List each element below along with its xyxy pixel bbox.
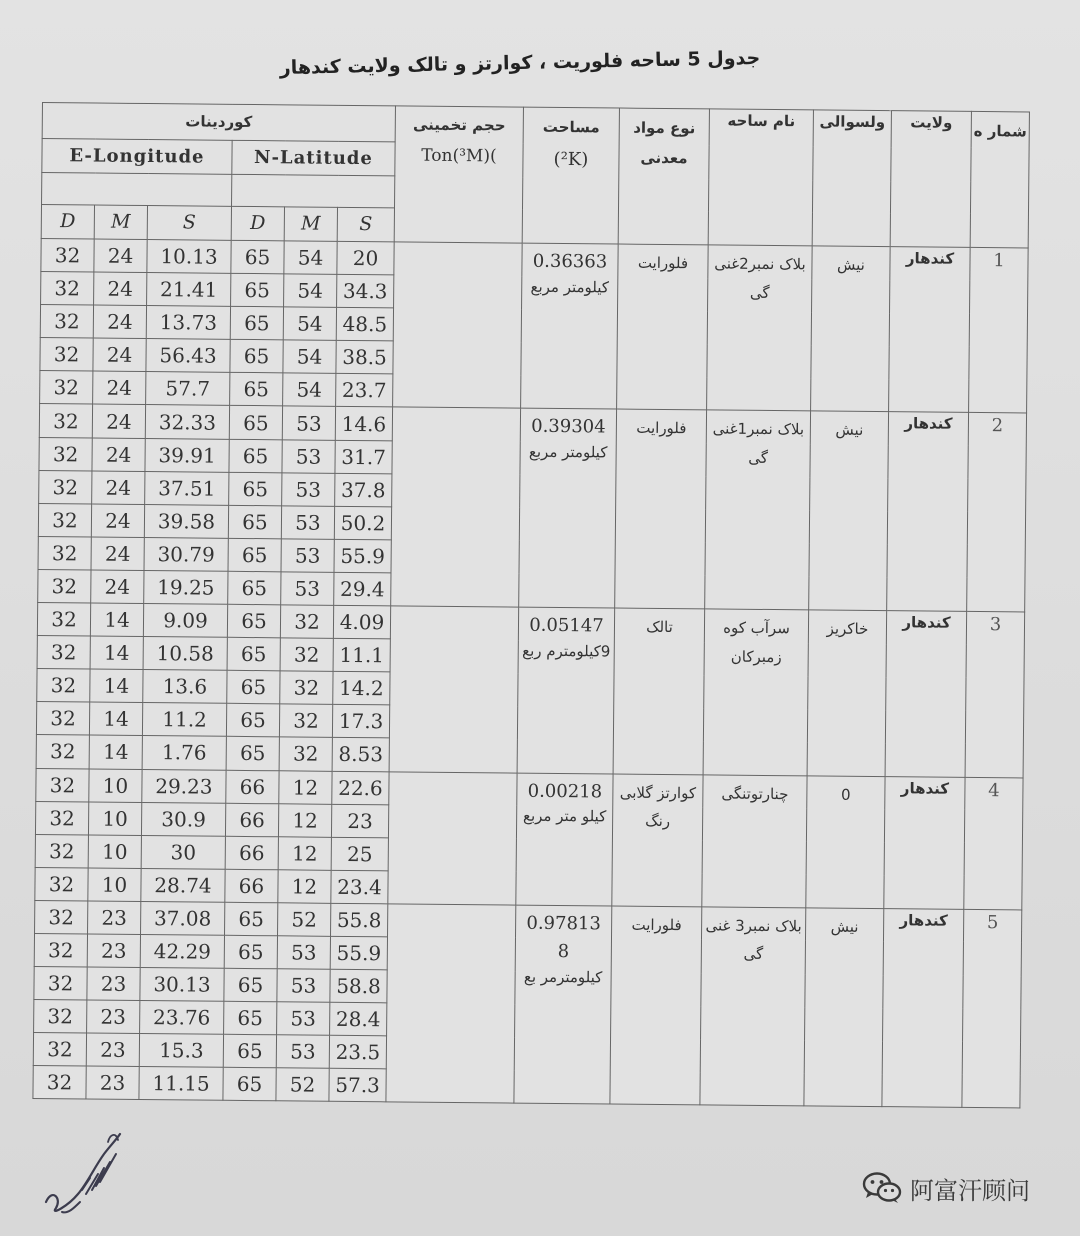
lon-minutes-cell: 10: [88, 802, 141, 836]
lat-degrees-cell: 66: [225, 836, 278, 870]
lat-seconds-cell: 17.3: [332, 705, 389, 739]
volume-cell: [389, 606, 519, 773]
lon-degrees-cell: 32: [34, 933, 87, 967]
area-header-label: مساحت: [542, 117, 600, 137]
document-title: جدول 5 ساحه فلوریت ، کوارتز و تالک ولایت کندهار: [279, 46, 761, 80]
lat-degrees-cell: 65: [224, 935, 277, 969]
lon-minutes-cell: 23: [88, 901, 141, 935]
lon-minutes-cell: 14: [89, 735, 142, 769]
district-cell: نیش: [811, 246, 891, 412]
mineral-cell: فلورایت: [615, 409, 707, 608]
lat-seconds-cell: 58.8: [330, 969, 387, 1003]
signature-image: [38, 1128, 130, 1220]
area-cell: [517, 607, 615, 773]
lat-minutes-cell: 53: [277, 1002, 330, 1036]
lon-minutes-cell: 10: [88, 868, 141, 902]
lon-minutes-cell: 10: [89, 768, 142, 802]
area-unit-text: کیلومترمر بع: [523, 967, 603, 987]
lon-degrees-cell: 32: [36, 702, 89, 736]
lat-degrees-cell: 65: [227, 604, 280, 638]
site-name-cell: سرآب کوه زمبرکان: [703, 609, 809, 775]
lat-minutes-cell: 32: [279, 704, 332, 738]
mineral-type-header: نوع مواد معدنی: [618, 108, 709, 245]
lon-degrees-cell: 32: [37, 669, 90, 703]
district-cell: 0: [806, 775, 885, 908]
lon-seconds-cell: 23.76: [140, 1001, 224, 1035]
lon-seconds-cell: 37.08: [141, 901, 225, 935]
lat-degrees-cell: 65: [224, 968, 277, 1002]
lat-degrees-cell: 66: [226, 770, 279, 804]
lat-seconds-cell: 20: [337, 241, 394, 275]
lon-minutes-header: M: [94, 205, 147, 240]
lat-seconds-cell: 4.09: [333, 605, 390, 639]
mineral-cell: فلورایت: [617, 244, 709, 410]
site-name-cell: چنارتوتنگی: [702, 774, 807, 907]
area-value: 0.05147: [529, 614, 604, 637]
lat-seconds-cell: 25: [331, 837, 388, 871]
lat-minutes-cell: 53: [277, 936, 330, 970]
lat-minutes-cell: 32: [280, 671, 333, 705]
lon-seconds-cell: 13.73: [146, 306, 230, 340]
lon-seconds-header: S: [147, 206, 231, 241]
lat-seconds-cell: 14.2: [333, 672, 390, 706]
lon-degrees-cell: 32: [39, 470, 92, 504]
lat-seconds-cell: 31.7: [335, 440, 392, 474]
lon-degrees-cell: 32: [36, 768, 89, 802]
number-cell: 3: [965, 611, 1025, 777]
number-cell: 4: [964, 777, 1023, 910]
volume-cell: [393, 242, 523, 409]
area-value: 0.00218: [527, 780, 603, 802]
lon-minutes-cell: 24: [94, 239, 147, 273]
lon-seconds-cell: 29.23: [142, 769, 226, 803]
lon-degrees-cell: 32: [40, 371, 93, 405]
lat-degrees-cell: 65: [230, 340, 283, 374]
lat-seconds-cell: 57.3: [329, 1069, 386, 1103]
mineral-cell: فلورایت: [610, 906, 702, 1105]
lon-seconds-cell: 30.79: [144, 537, 228, 571]
lon-degrees-cell: 32: [41, 272, 94, 306]
lon-minutes-cell: 23: [86, 1066, 139, 1100]
lon-degrees-cell: 32: [35, 900, 88, 934]
lat-degrees-cell: 65: [228, 571, 281, 605]
lat-minutes-cell: 54: [283, 340, 336, 374]
lat-seconds-cell: 23.5: [329, 1036, 386, 1070]
lat-minutes-cell: 12: [279, 770, 332, 804]
lat-minutes-cell: 52: [278, 903, 331, 937]
lat-degrees-cell: 65: [228, 505, 281, 539]
lon-seconds-cell: 28.74: [141, 868, 225, 902]
wechat-icon: [862, 1171, 902, 1205]
lon-minutes-cell: 24: [91, 537, 144, 571]
site-name-header: نام ساحه: [708, 109, 813, 246]
lon-degrees-cell: 32: [33, 1066, 86, 1100]
lat-minutes-cell: 54: [284, 241, 337, 275]
sites-table: [32, 102, 1030, 1109]
lat-degrees-cell: 65: [227, 637, 280, 671]
lon-seconds-cell: 9.09: [143, 604, 227, 638]
latitude-spacer: [232, 174, 395, 208]
site-name-cell: بلاک نمبر2غنی گی: [707, 245, 813, 411]
watermark-text: 阿富汗顾问: [910, 1176, 1030, 1205]
lon-minutes-cell: 24: [93, 305, 146, 339]
province-cell: کندهار: [885, 611, 967, 777]
lat-minutes-cell: 12: [278, 836, 331, 870]
lon-degrees-cell: 32: [38, 503, 91, 537]
lat-degrees-cell: 65: [229, 406, 282, 440]
lat-seconds-cell: 22.6: [332, 771, 389, 805]
lon-degrees-cell: 32: [37, 603, 90, 637]
latitude-header: N-Latitude: [232, 140, 395, 176]
lat-degrees-cell: 65: [225, 902, 278, 936]
volume-header-label: حجم تخمینی: [412, 115, 506, 135]
mineral-cell: تالک: [613, 608, 705, 774]
lat-degrees-cell: 65: [223, 1035, 276, 1069]
volume-cell: [386, 904, 516, 1104]
lon-degrees-cell: 32: [34, 1000, 87, 1034]
lat-seconds-cell: 34.3: [337, 274, 394, 308]
province-cell: کندهار: [887, 412, 969, 611]
lon-seconds-cell: 10.58: [143, 637, 227, 671]
lat-degrees-cell: 65: [230, 373, 283, 407]
lat-seconds-cell: 11.1: [333, 638, 390, 672]
lat-minutes-cell: 12: [278, 870, 331, 904]
area-unit-text: کیلومتر مربع: [530, 277, 610, 297]
lat-seconds-cell: 14.6: [335, 407, 392, 441]
volume-header-unit: Ton(³M)(: [421, 145, 497, 166]
lat-degrees-cell: 65: [226, 704, 279, 738]
volume-cell: [391, 407, 521, 607]
province-cell: کندهار: [884, 776, 965, 909]
lat-seconds-cell: 23.4: [331, 870, 388, 904]
lon-degrees-cell: 32: [40, 338, 93, 372]
area-value-cont: 8: [557, 940, 570, 962]
lat-minutes-cell: 32: [280, 605, 333, 639]
lat-seconds-cell: 29.4: [334, 572, 391, 606]
lat-degrees-cell: 65: [227, 671, 280, 705]
lon-seconds-cell: 32.33: [145, 405, 229, 439]
lon-minutes-cell: 10: [88, 835, 141, 869]
lon-minutes-cell: 23: [87, 934, 140, 968]
lat-minutes-header: M: [284, 207, 337, 242]
lat-minutes-cell: 12: [278, 803, 331, 837]
area-value: 0.39304: [531, 416, 606, 438]
lat-seconds-cell: 48.5: [336, 308, 393, 342]
lon-seconds-cell: 30.9: [141, 802, 225, 836]
lat-minutes-cell: 52: [276, 1068, 329, 1102]
lon-seconds-cell: 15.3: [139, 1034, 223, 1068]
lat-degrees-cell: 65: [231, 273, 284, 307]
lon-seconds-cell: 1.76: [142, 736, 226, 770]
lat-seconds-cell: 37.8: [335, 473, 392, 507]
mineral-cell: کوارتز گلابی رنگ: [612, 774, 703, 907]
area-cell: [514, 905, 612, 1104]
province-cell: کندهار: [889, 247, 971, 413]
lon-degrees-cell: 32: [34, 967, 87, 1001]
lon-minutes-cell: 23: [87, 967, 140, 1001]
lon-seconds-cell: 30.13: [140, 968, 224, 1002]
lat-minutes-cell: 53: [282, 472, 335, 506]
lat-minutes-cell: 53: [277, 969, 330, 1003]
lat-degrees-cell: 66: [225, 869, 278, 903]
lat-minutes-cell: 53: [281, 506, 334, 540]
lon-seconds-cell: 21.41: [147, 273, 231, 307]
lat-degrees-cell: 66: [225, 803, 278, 837]
lon-degrees-cell: 32: [35, 834, 88, 868]
lon-seconds-cell: 56.43: [146, 339, 230, 373]
lat-degrees-cell: 65: [224, 1001, 277, 1035]
lat-minutes-cell: 53: [282, 439, 335, 473]
lon-minutes-cell: 24: [91, 504, 144, 538]
area-cell: [521, 243, 619, 409]
lon-seconds-cell: 37.51: [145, 471, 229, 505]
lon-minutes-cell: 23: [87, 1000, 140, 1034]
lon-minutes-cell: 24: [94, 272, 147, 306]
lon-minutes-cell: 14: [90, 669, 143, 703]
lat-minutes-cell: 32: [279, 737, 332, 771]
lon-degrees-cell: 32: [40, 305, 93, 339]
lon-minutes-cell: 14: [89, 702, 142, 736]
province-cell: کندهار: [882, 908, 964, 1107]
lon-seconds-cell: 19.25: [144, 570, 228, 604]
lon-minutes-cell: 24: [92, 438, 145, 472]
lon-degrees-cell: 32: [37, 636, 90, 670]
lat-seconds-header: S: [337, 207, 394, 242]
site-name-cell: بلاک نمبر1غنی گی: [705, 410, 811, 610]
lat-degrees-cell: 65: [230, 307, 283, 341]
number-cell: 1: [969, 247, 1029, 413]
lon-degrees-cell: 32: [35, 867, 88, 901]
lat-degrees-cell: 65: [229, 472, 282, 506]
lat-degrees-cell: 65: [228, 538, 281, 572]
lon-degrees-cell: 32: [38, 536, 91, 570]
lon-degrees-cell: 32: [36, 735, 89, 769]
area-header: [522, 107, 619, 244]
lat-seconds-cell: 23: [331, 804, 388, 838]
lat-minutes-cell: 54: [283, 373, 336, 407]
area-unit-text: کیلومتر مربع: [528, 443, 608, 462]
lat-degrees-cell: 65: [223, 1068, 276, 1102]
watermark: [862, 1168, 1030, 1208]
lat-degrees-cell: 65: [229, 439, 282, 473]
lon-degrees-cell: 32: [33, 1033, 86, 1067]
district-header: ولسوالی: [812, 110, 891, 247]
lon-seconds-cell: 39.91: [145, 438, 229, 472]
lon-minutes-cell: 24: [93, 338, 146, 372]
lon-minutes-cell: 24: [93, 371, 146, 405]
lon-seconds-cell: 39.58: [144, 504, 228, 538]
province-header: ولایت: [890, 111, 971, 248]
lat-seconds-cell: 55.9: [334, 539, 391, 573]
coordinates-header: کوردینات: [42, 103, 395, 142]
site-name-cell: بلاک نمبر3 غنی گی: [700, 907, 806, 1107]
lon-degrees-cell: 32: [41, 238, 94, 272]
number-cell: 5: [962, 909, 1022, 1108]
area-value: 0.97813: [526, 912, 601, 935]
lat-seconds-cell: 50.2: [334, 506, 391, 540]
area-value: 0.36363: [532, 250, 608, 273]
lat-seconds-cell: 23.7: [336, 374, 393, 408]
lat-minutes-cell: 53: [281, 539, 334, 573]
lon-degrees-cell: 32: [38, 569, 91, 603]
lat-minutes-cell: 53: [276, 1035, 329, 1069]
lon-minutes-cell: 14: [90, 603, 143, 637]
lon-degrees-cell: 32: [39, 437, 92, 471]
lon-minutes-cell: 24: [92, 404, 145, 438]
lon-seconds-cell: 42.29: [140, 934, 224, 968]
lat-minutes-cell: 53: [282, 406, 335, 440]
lat-seconds-cell: 38.5: [336, 341, 393, 375]
lat-degrees-header: D: [231, 206, 284, 241]
lon-minutes-cell: 23: [86, 1033, 139, 1067]
lon-degrees-header: D: [41, 205, 94, 240]
lon-seconds-cell: 13.6: [143, 670, 227, 704]
lon-seconds-cell: 30: [141, 835, 225, 869]
longitude-header: E-Longitude: [42, 139, 232, 175]
area-unit-text: کیلو متر مربع: [522, 807, 607, 826]
lat-degrees-cell: 65: [226, 737, 279, 771]
area-cell: [516, 773, 613, 906]
lon-seconds-cell: 11.2: [142, 703, 226, 737]
district-cell: نیش: [809, 411, 889, 610]
district-cell: نیش: [804, 908, 884, 1107]
lon-minutes-cell: 14: [90, 636, 143, 670]
area-unit-text: 9کیلومترم ربع: [522, 641, 611, 661]
lon-degrees-cell: 32: [39, 404, 92, 438]
lat-seconds-cell: 55.8: [331, 903, 388, 937]
lat-degrees-cell: 65: [231, 240, 284, 274]
lat-seconds-cell: 28.4: [330, 1002, 387, 1036]
lon-seconds-cell: 11.15: [139, 1067, 223, 1101]
lat-minutes-cell: 54: [283, 307, 336, 341]
lat-minutes-cell: 54: [284, 274, 337, 308]
lon-minutes-cell: 24: [92, 471, 145, 505]
volume-header: [394, 106, 523, 243]
lat-seconds-cell: 8.53: [332, 738, 389, 772]
district-cell: خاکریز: [807, 610, 887, 776]
lat-minutes-cell: 32: [280, 638, 333, 672]
number-cell: 2: [967, 413, 1027, 612]
lat-seconds-cell: 55.9: [330, 936, 387, 970]
lon-degrees-cell: 32: [35, 801, 88, 835]
number-header: شمار ه: [970, 111, 1029, 248]
area-cell: [519, 409, 617, 608]
longitude-spacer: [42, 173, 232, 207]
lon-seconds-cell: 10.13: [147, 240, 231, 274]
lon-seconds-cell: 57.7: [146, 372, 230, 406]
lat-minutes-cell: 53: [281, 572, 334, 606]
lon-minutes-cell: 24: [91, 570, 144, 604]
area-header-unit: (²K): [553, 148, 589, 171]
volume-cell: [388, 771, 517, 905]
